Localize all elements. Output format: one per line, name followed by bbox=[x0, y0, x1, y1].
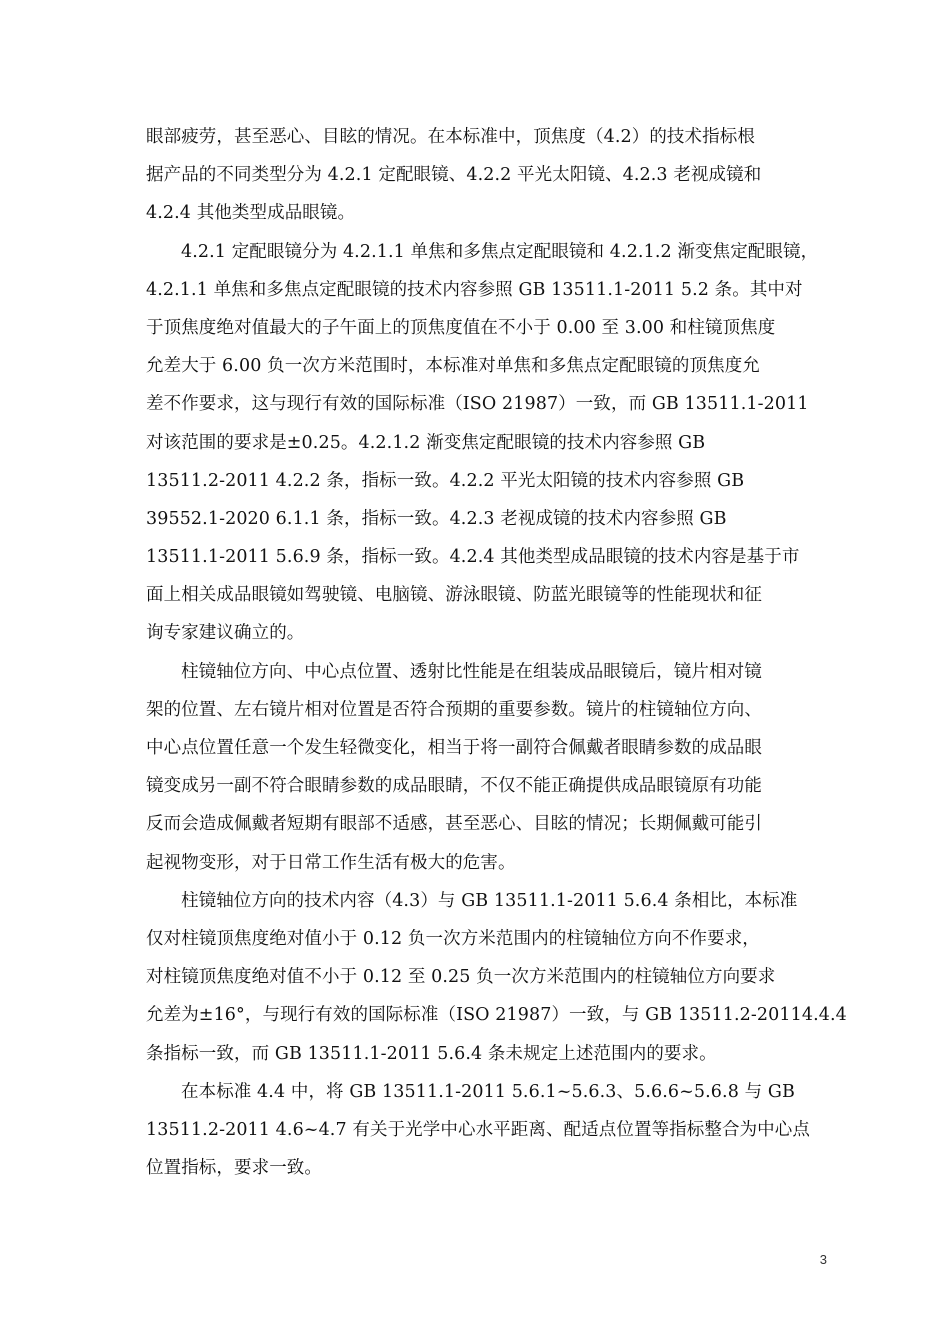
text-line: 架的位置、左右镜片相对位置是否符合预期的重要参数。镜片的柱镜轴位方向、 bbox=[146, 699, 762, 720]
paragraph-start-line: 柱镜轴位方向、中心点位置、透射比性能是在组装成品眼镜后，镜片相对镜 bbox=[181, 661, 762, 682]
page-number: 3 bbox=[819, 1252, 827, 1267]
text-line: 眼部疲劳，甚至恶心、目眩的情况。在本标准中，顶焦度（4.2）的技术指标根 bbox=[146, 127, 755, 147]
text-line: 位置指标，要求一致。 bbox=[146, 1158, 322, 1179]
text-line: 中心点位置任意一个发生轻微变化，相当于将一副符合佩戴者眼睛参数的成品眼 bbox=[146, 738, 762, 758]
body-text bbox=[146, 118, 847, 1187]
text-line: 允差为±16°，与现行有效的国际标准（ISO 21987）一致，与 GB 13511.2-20114.4.4 bbox=[146, 1005, 847, 1026]
text-line: 对该范围的要求是±0.25。4.2.1.2 渐变焦定配眼镜的技术内容参照 GB bbox=[146, 432, 706, 453]
text-line: 13511.2-2011 4.6~4.7 有关于光学中心水平距离、配适点位置等指标整合为中心点 bbox=[146, 1119, 810, 1140]
paragraph-start-line: 在本标准 4.4 中，将 GB 13511.1-2011 5.6.1~5.6.3、5.6.6~5.6.8 与 GB bbox=[181, 1081, 795, 1102]
text-line: 起视物变形，对于日常工作生活有极大的危害。 bbox=[146, 852, 516, 873]
text-line: 询专家建议确立的。 bbox=[146, 623, 305, 644]
text-line: 于顶焦度绝对值最大的子午面上的顶焦度值在不小于 0.00 至 3.00 和柱镜顶焦度 bbox=[146, 317, 776, 338]
text-line: 面上相关成品眼镜如驾驶镜、电脑镜、游泳眼镜、防蓝光眼镜等的性能现状和征 bbox=[146, 585, 762, 606]
paragraph-start-line: 柱镜轴位方向的技术内容（4.3）与 GB 13511.1-2011 5.6.4 条相比，本标准 bbox=[181, 890, 798, 911]
paragraph-start-line: 4.2.1 定配眼镜分为 4.2.1.1 单焦和多焦点定配眼镜和 4.2.1.2 渐变焦定配眼镜， bbox=[181, 241, 819, 262]
text-line: 对柱镜顶焦度绝对值不小于 0.12 至 0.25 负一次方米范围内的柱镜轴位方向要求 bbox=[146, 967, 776, 988]
text-line: 13511.1-2011 5.6.9 条，指标一致。4.2.4 其他类型成品眼镜的技术内容是基于市 bbox=[146, 547, 800, 568]
text-line: 镜变成另一副不符合眼睛参数的成品眼睛，不仅不能正确提供成品眼镜原有功能 bbox=[146, 776, 762, 797]
text-line: 39552.1-2020 6.1.1 条，指标一致。4.2.3 老视成镜的技术内容参照 GB bbox=[146, 508, 727, 529]
text-line: 4.2.1.1 单焦和多焦点定配眼镜的技术内容参照 GB 13511.1-2011 5.2 条。其中对 bbox=[146, 279, 803, 300]
text-line: 反而会造成佩戴者短期有眼部不适感，甚至恶心、目眩的情况；长期佩戴可能引 bbox=[146, 814, 762, 835]
text-line: 仅对柱镜顶焦度绝对值小于 0.12 负一次方米范围内的柱镜轴位方向不作要求， bbox=[146, 928, 760, 949]
text-line: 允差大于 6.00 负一次方米范围时，本标准对单焦和多焦点定配眼镜的顶焦度允 bbox=[146, 356, 760, 377]
text-line: 差不作要求，这与现行有效的国际标准（ISO 21987）一致，而 GB 13511.1-2011 bbox=[146, 394, 809, 415]
text-line: 4.2.4 其他类型成品眼镜。 bbox=[146, 203, 356, 224]
text-line: 条指标一致，而 GB 13511.1-2011 5.6.4 条未规定上述范围内的要求。 bbox=[146, 1043, 717, 1064]
text-line: 13511.2-2011 4.2.2 条，指标一致。4.2.2 平光太阳镜的技术内容参照 GB bbox=[146, 470, 745, 491]
text-line: 据产品的不同类型分为 4.2.1 定配眼镜、4.2.2 平光太阳镜、4.2.3 老视成镜和 bbox=[146, 165, 762, 186]
